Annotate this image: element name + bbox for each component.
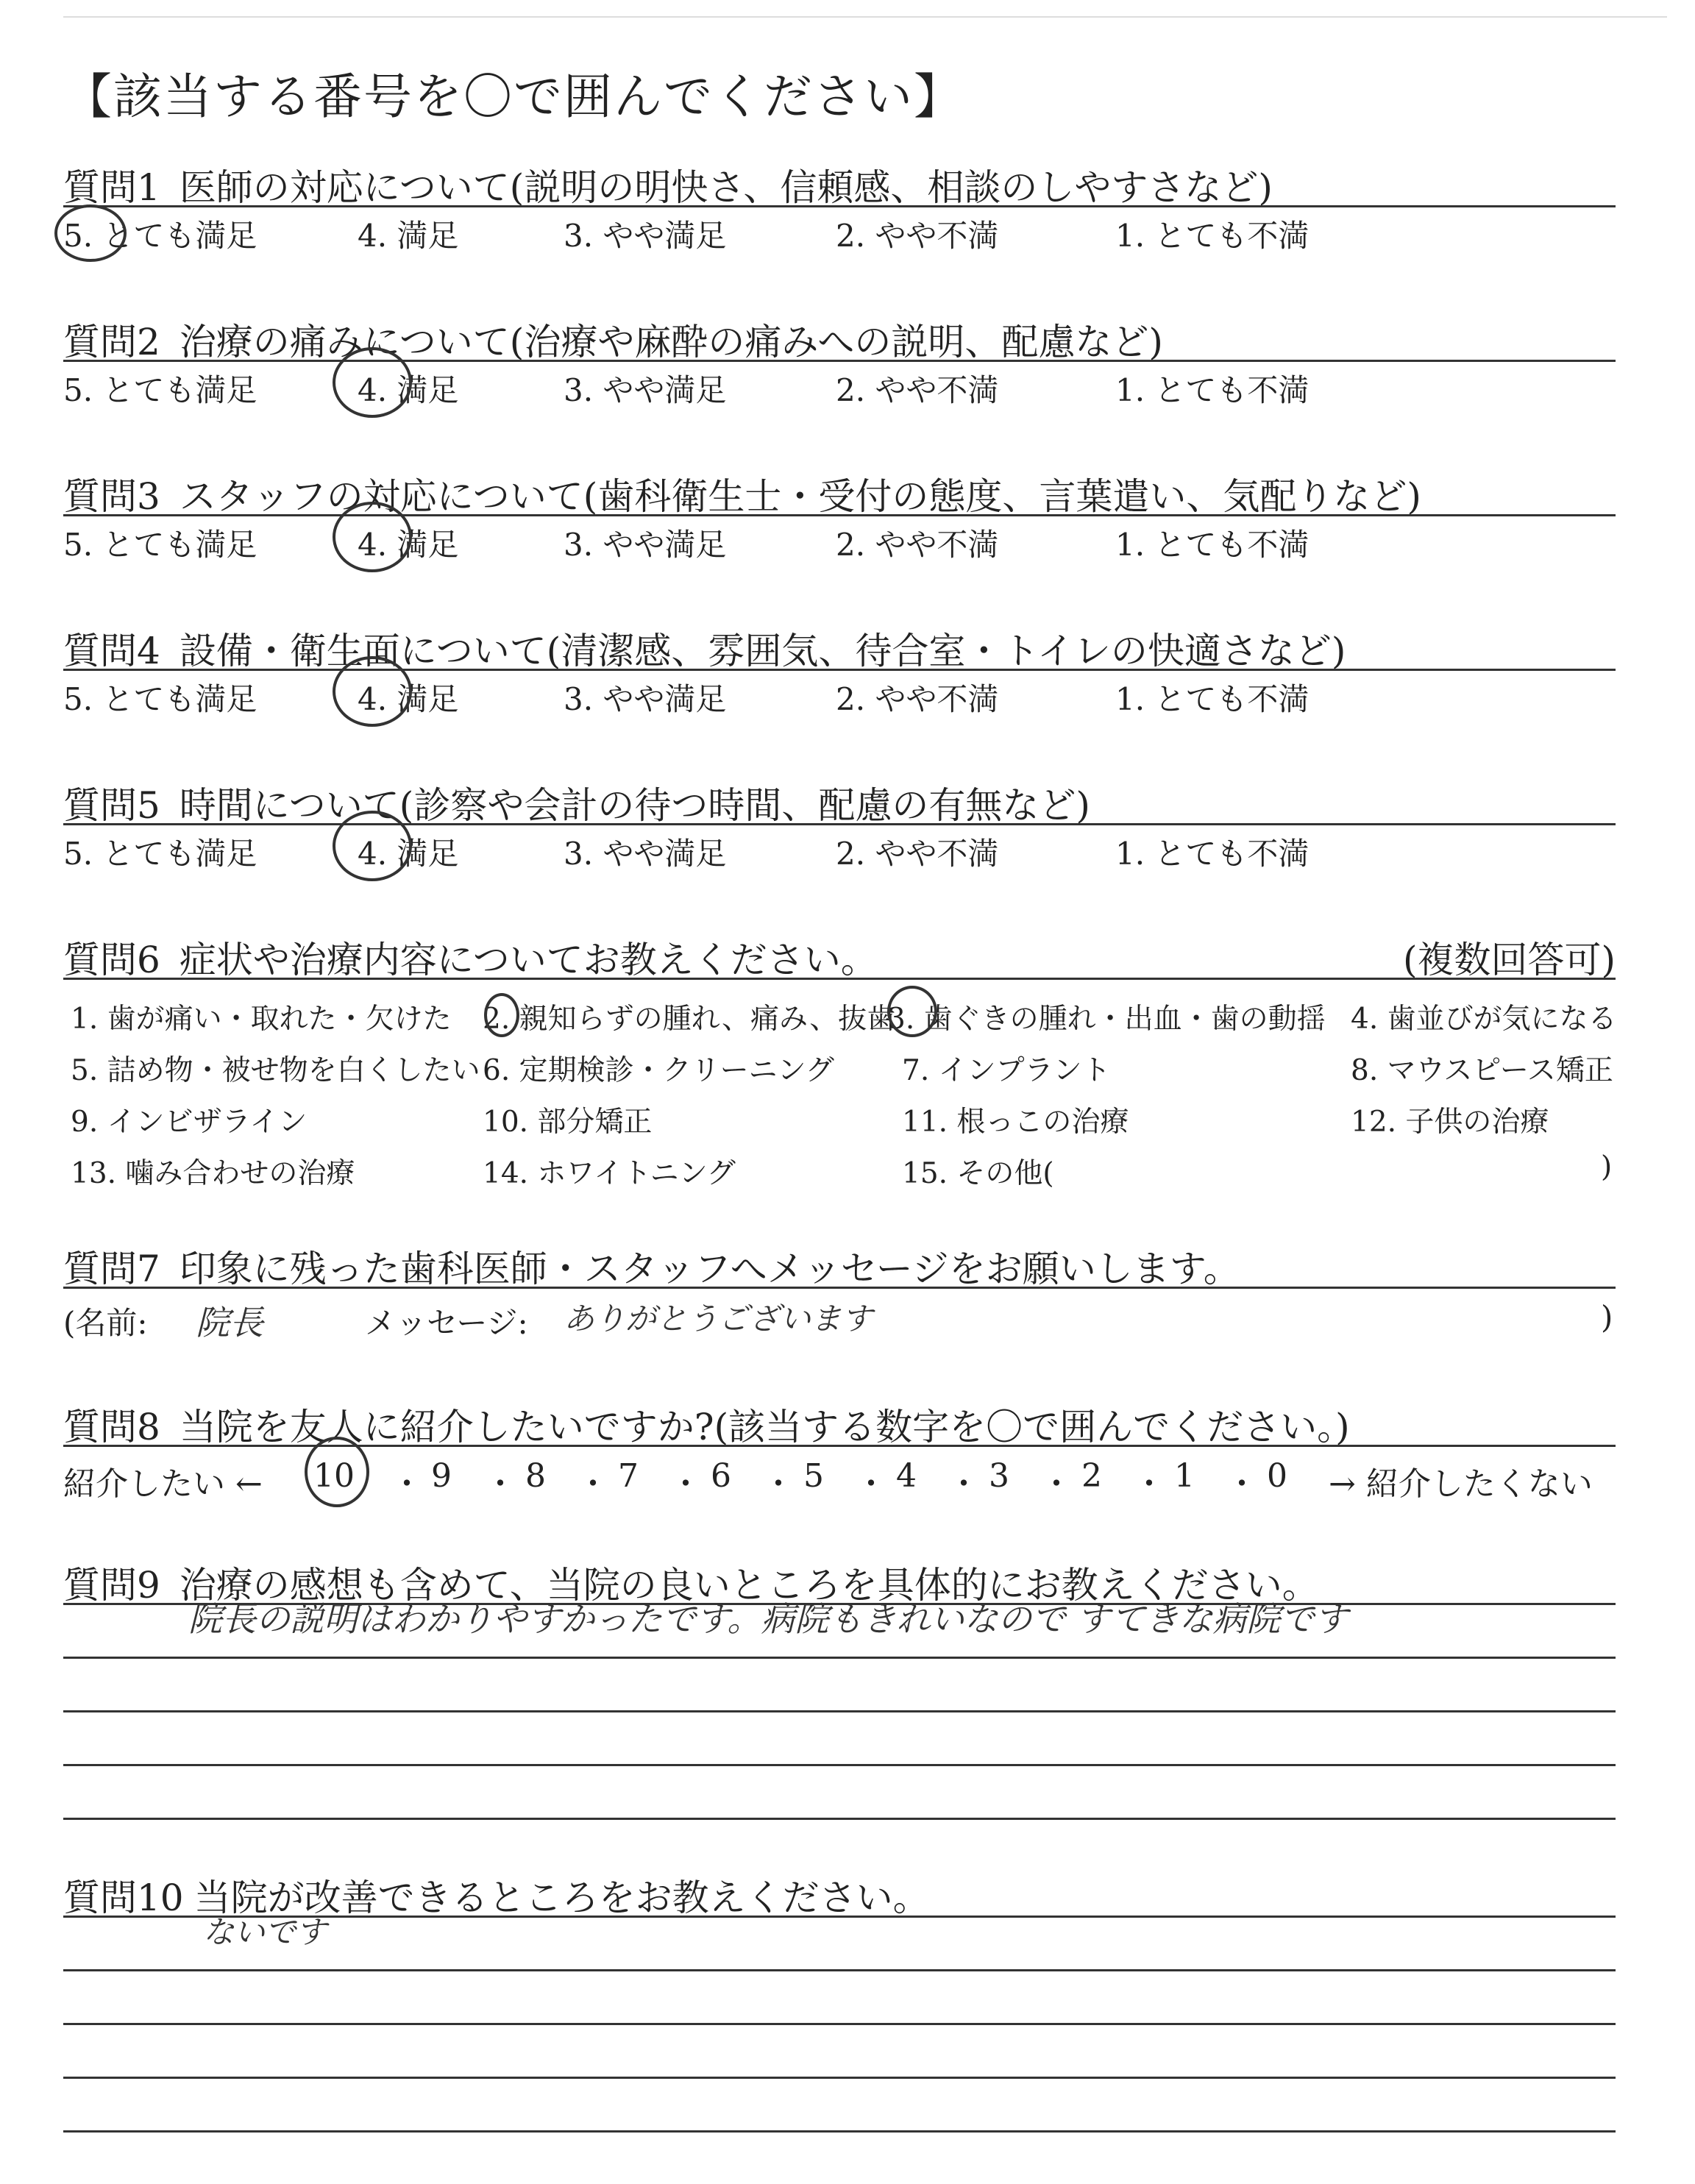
rating-option-1[interactable]: 1. とても不満 bbox=[1115, 527, 1310, 563]
rating-options bbox=[63, 207, 1616, 252]
rating-option-2[interactable]: 2. やや不満 bbox=[836, 681, 999, 717]
rating-option-5[interactable]: 5. とても満足 bbox=[63, 836, 257, 872]
rating-option-4[interactable]: 4. 満足 bbox=[358, 681, 459, 717]
rating-option-3[interactable]: 3. やや満足 bbox=[564, 218, 727, 254]
selection-circle bbox=[484, 993, 519, 1037]
rating-option-1[interactable]: 1. とても不満 bbox=[1115, 836, 1310, 872]
question-number: 質問3 bbox=[63, 475, 160, 518]
question-1 bbox=[63, 158, 1616, 252]
question-number: 質問1 bbox=[63, 166, 160, 209]
rating-options bbox=[63, 362, 1616, 406]
answer-lines bbox=[63, 1599, 1616, 1871]
symptom-option[interactable]: 14. ホワイトニング bbox=[483, 1157, 736, 1190]
other-close-paren: ) bbox=[1601, 1150, 1613, 1184]
symptom-option[interactable]: 15. その他( bbox=[902, 1157, 1054, 1190]
scale-value-2[interactable]: 2 bbox=[1081, 1457, 1102, 1495]
question-7 bbox=[63, 1239, 1616, 1340]
answer-text: ないです bbox=[203, 1914, 327, 1950]
rating-option-2[interactable]: 2. やや不満 bbox=[836, 218, 999, 254]
rating-option-3[interactable]: 3. やや満足 bbox=[564, 681, 727, 717]
rating-option-4[interactable]: 4. 満足 bbox=[358, 372, 459, 408]
rating-option-1[interactable]: 1. とても不満 bbox=[1115, 218, 1310, 254]
question-text: 当院が改善できるところをお教えください。 bbox=[193, 1877, 930, 1919]
selection-circle bbox=[305, 1437, 369, 1507]
rating-option-5[interactable]: 5. とても満足 bbox=[63, 681, 257, 717]
symptom-option[interactable]: 7. インプラント bbox=[902, 1054, 1111, 1087]
selection-circle bbox=[333, 502, 412, 572]
symptom-option[interactable]: 6. 定期検診・クリーニング bbox=[483, 1054, 834, 1087]
question-text: 設備・衛生面について(清潔感、雰囲気、待合室・トイレの快適さなど) bbox=[179, 630, 1346, 672]
question-number: 質問7 bbox=[63, 1248, 160, 1290]
scale-right-label: → 紹介したくない bbox=[1329, 1465, 1593, 1503]
symptom-option[interactable]: 3. 歯ぐきの腫れ・出血・歯の動揺 bbox=[887, 1003, 1326, 1036]
answer-text: 院長の説明はわかりやすかったです。病院もきれいなので すてきな病院です bbox=[188, 1599, 1348, 1639]
scale-value-0[interactable]: 0 bbox=[1267, 1457, 1287, 1495]
rating-option-3[interactable]: 3. やや満足 bbox=[564, 527, 727, 563]
question-text: 当院を友人に紹介したいですか?(該当する数字を〇で囲んでください。) bbox=[179, 1406, 1350, 1448]
rating-options bbox=[63, 825, 1616, 872]
question-2 bbox=[63, 313, 1616, 406]
question-6 bbox=[63, 931, 1616, 1201]
question-text: 治療の感想も含めて、当院の良いところを具体的にお教えください。 bbox=[179, 1564, 1319, 1607]
scale-value-6[interactable]: 6 bbox=[711, 1457, 731, 1495]
scale-value-10[interactable]: 10 bbox=[313, 1457, 355, 1495]
question-text: 医師の対応について(説明の明快さ、信頼感、相談のしやすさなど) bbox=[179, 166, 1273, 209]
question-number: 質問2 bbox=[63, 321, 160, 363]
scale-value-9[interactable]: 9 bbox=[431, 1457, 452, 1495]
symptom-option[interactable]: 11. 根っこの治療 bbox=[902, 1106, 1129, 1139]
symptom-option[interactable]: 1. 歯が痛い・取れた・欠けた bbox=[71, 1003, 452, 1036]
rating-options bbox=[63, 516, 1616, 561]
rating-option-3[interactable]: 3. やや満足 bbox=[564, 836, 727, 872]
question-text: 印象に残った歯科医師・スタッフへメッセージをお願いします。 bbox=[179, 1248, 1240, 1290]
referral-scale: 紹介したい ← 10 ・ 9 ・ 8 ・ 7 ・ 6 ・ 5 ・ 4 ・ 3 ・ 2 ・ 1 ・ 0 → 紹介したくない bbox=[63, 1447, 1616, 1498]
question-9 bbox=[63, 1556, 1616, 1871]
symptom-option[interactable]: 13. 噛み合わせの治療 bbox=[71, 1157, 355, 1190]
question-number: 質問9 bbox=[63, 1564, 160, 1607]
question-text: 時間について(診察や会計の待つ時間、配慮の有無など) bbox=[179, 784, 1090, 827]
message-label: メッセージ: bbox=[365, 1305, 528, 1341]
rating-option-2[interactable]: 2. やや不満 bbox=[836, 372, 999, 408]
scale-value-5[interactable]: 5 bbox=[803, 1457, 824, 1495]
scale-value-4[interactable]: 4 bbox=[896, 1457, 917, 1495]
question-number: 質問5 bbox=[63, 784, 160, 827]
rating-options bbox=[63, 671, 1616, 715]
rating-option-5[interactable]: 5. とても満足 bbox=[63, 527, 257, 563]
question-text: 症状や治療内容についてお教えください。 bbox=[179, 939, 878, 981]
selection-circle bbox=[333, 811, 412, 881]
question-text: 治療の痛みについて(治療や麻酔の痛みへの説明、配慮など) bbox=[179, 321, 1163, 363]
top-border bbox=[63, 16, 1667, 18]
symptom-option[interactable]: 8. マウスピース矯正 bbox=[1351, 1054, 1613, 1087]
selection-circle bbox=[54, 204, 127, 262]
close-paren: ) bbox=[1601, 1299, 1613, 1335]
question-5 bbox=[63, 776, 1616, 872]
scale-value-8[interactable]: 8 bbox=[525, 1457, 546, 1495]
selection-circle bbox=[333, 656, 412, 727]
answer-lines bbox=[63, 1916, 1616, 2184]
selection-circle bbox=[887, 986, 937, 1037]
rating-option-5[interactable]: 5. とても満足 bbox=[63, 372, 257, 408]
rating-option-4[interactable]: 4. 満足 bbox=[358, 218, 459, 254]
rating-option-3[interactable]: 3. やや満足 bbox=[564, 372, 727, 408]
scale-value-7[interactable]: 7 bbox=[618, 1457, 639, 1495]
name-value: 院長 bbox=[196, 1303, 263, 1342]
symptom-option[interactable]: 12. 子供の治療 bbox=[1351, 1106, 1549, 1139]
scale-value-3[interactable]: 3 bbox=[989, 1457, 1009, 1495]
symptom-option[interactable]: 4. 歯並びが気になる bbox=[1351, 1003, 1617, 1036]
rating-option-1[interactable]: 1. とても不満 bbox=[1115, 372, 1310, 408]
rating-option-5[interactable]: 5. とても満足 bbox=[63, 218, 257, 254]
scale-left-label: 紹介したい ← bbox=[63, 1465, 263, 1503]
multiple-answers-note: (複数回答可) bbox=[1402, 939, 1616, 981]
question-4 bbox=[63, 622, 1616, 715]
name-label: (名前: bbox=[63, 1305, 148, 1341]
question-number: 質問10 bbox=[63, 1877, 184, 1919]
rating-option-2[interactable]: 2. やや不満 bbox=[836, 527, 999, 563]
question-number: 質問4 bbox=[63, 630, 160, 672]
symptom-option[interactable]: 9. インビザライン bbox=[71, 1106, 308, 1139]
question-number: 質問8 bbox=[63, 1406, 160, 1448]
symptom-option[interactable]: 2. 親知らずの腫れ、痛み、抜歯 bbox=[483, 1003, 896, 1036]
question-8 bbox=[63, 1398, 1616, 1503]
question-3 bbox=[63, 467, 1616, 561]
message-value: ありがとうございます bbox=[564, 1301, 873, 1337]
scale-value-1[interactable]: 1 bbox=[1174, 1457, 1195, 1495]
symptom-option[interactable]: 10. 部分矯正 bbox=[483, 1106, 653, 1139]
question-10 bbox=[63, 1868, 1616, 2184]
symptom-options bbox=[63, 980, 1616, 1201]
rating-option-4[interactable]: 4. 満足 bbox=[358, 527, 459, 563]
question-text: スタッフの対応について(歯科衛生士・受付の態度、言葉遣い、気配りなど) bbox=[179, 475, 1421, 518]
rating-option-2[interactable]: 2. やや不満 bbox=[836, 836, 999, 872]
page-title: 【該当する番号を〇で囲んでください】 bbox=[63, 68, 964, 125]
question-number: 質問6 bbox=[63, 939, 160, 981]
selection-circle bbox=[333, 347, 412, 418]
rating-option-1[interactable]: 1. とても不満 bbox=[1115, 681, 1310, 717]
rating-option-4[interactable]: 4. 満足 bbox=[358, 836, 459, 872]
symptom-option[interactable]: 5. 詰め物・被せ物を白くしたい bbox=[71, 1054, 480, 1087]
